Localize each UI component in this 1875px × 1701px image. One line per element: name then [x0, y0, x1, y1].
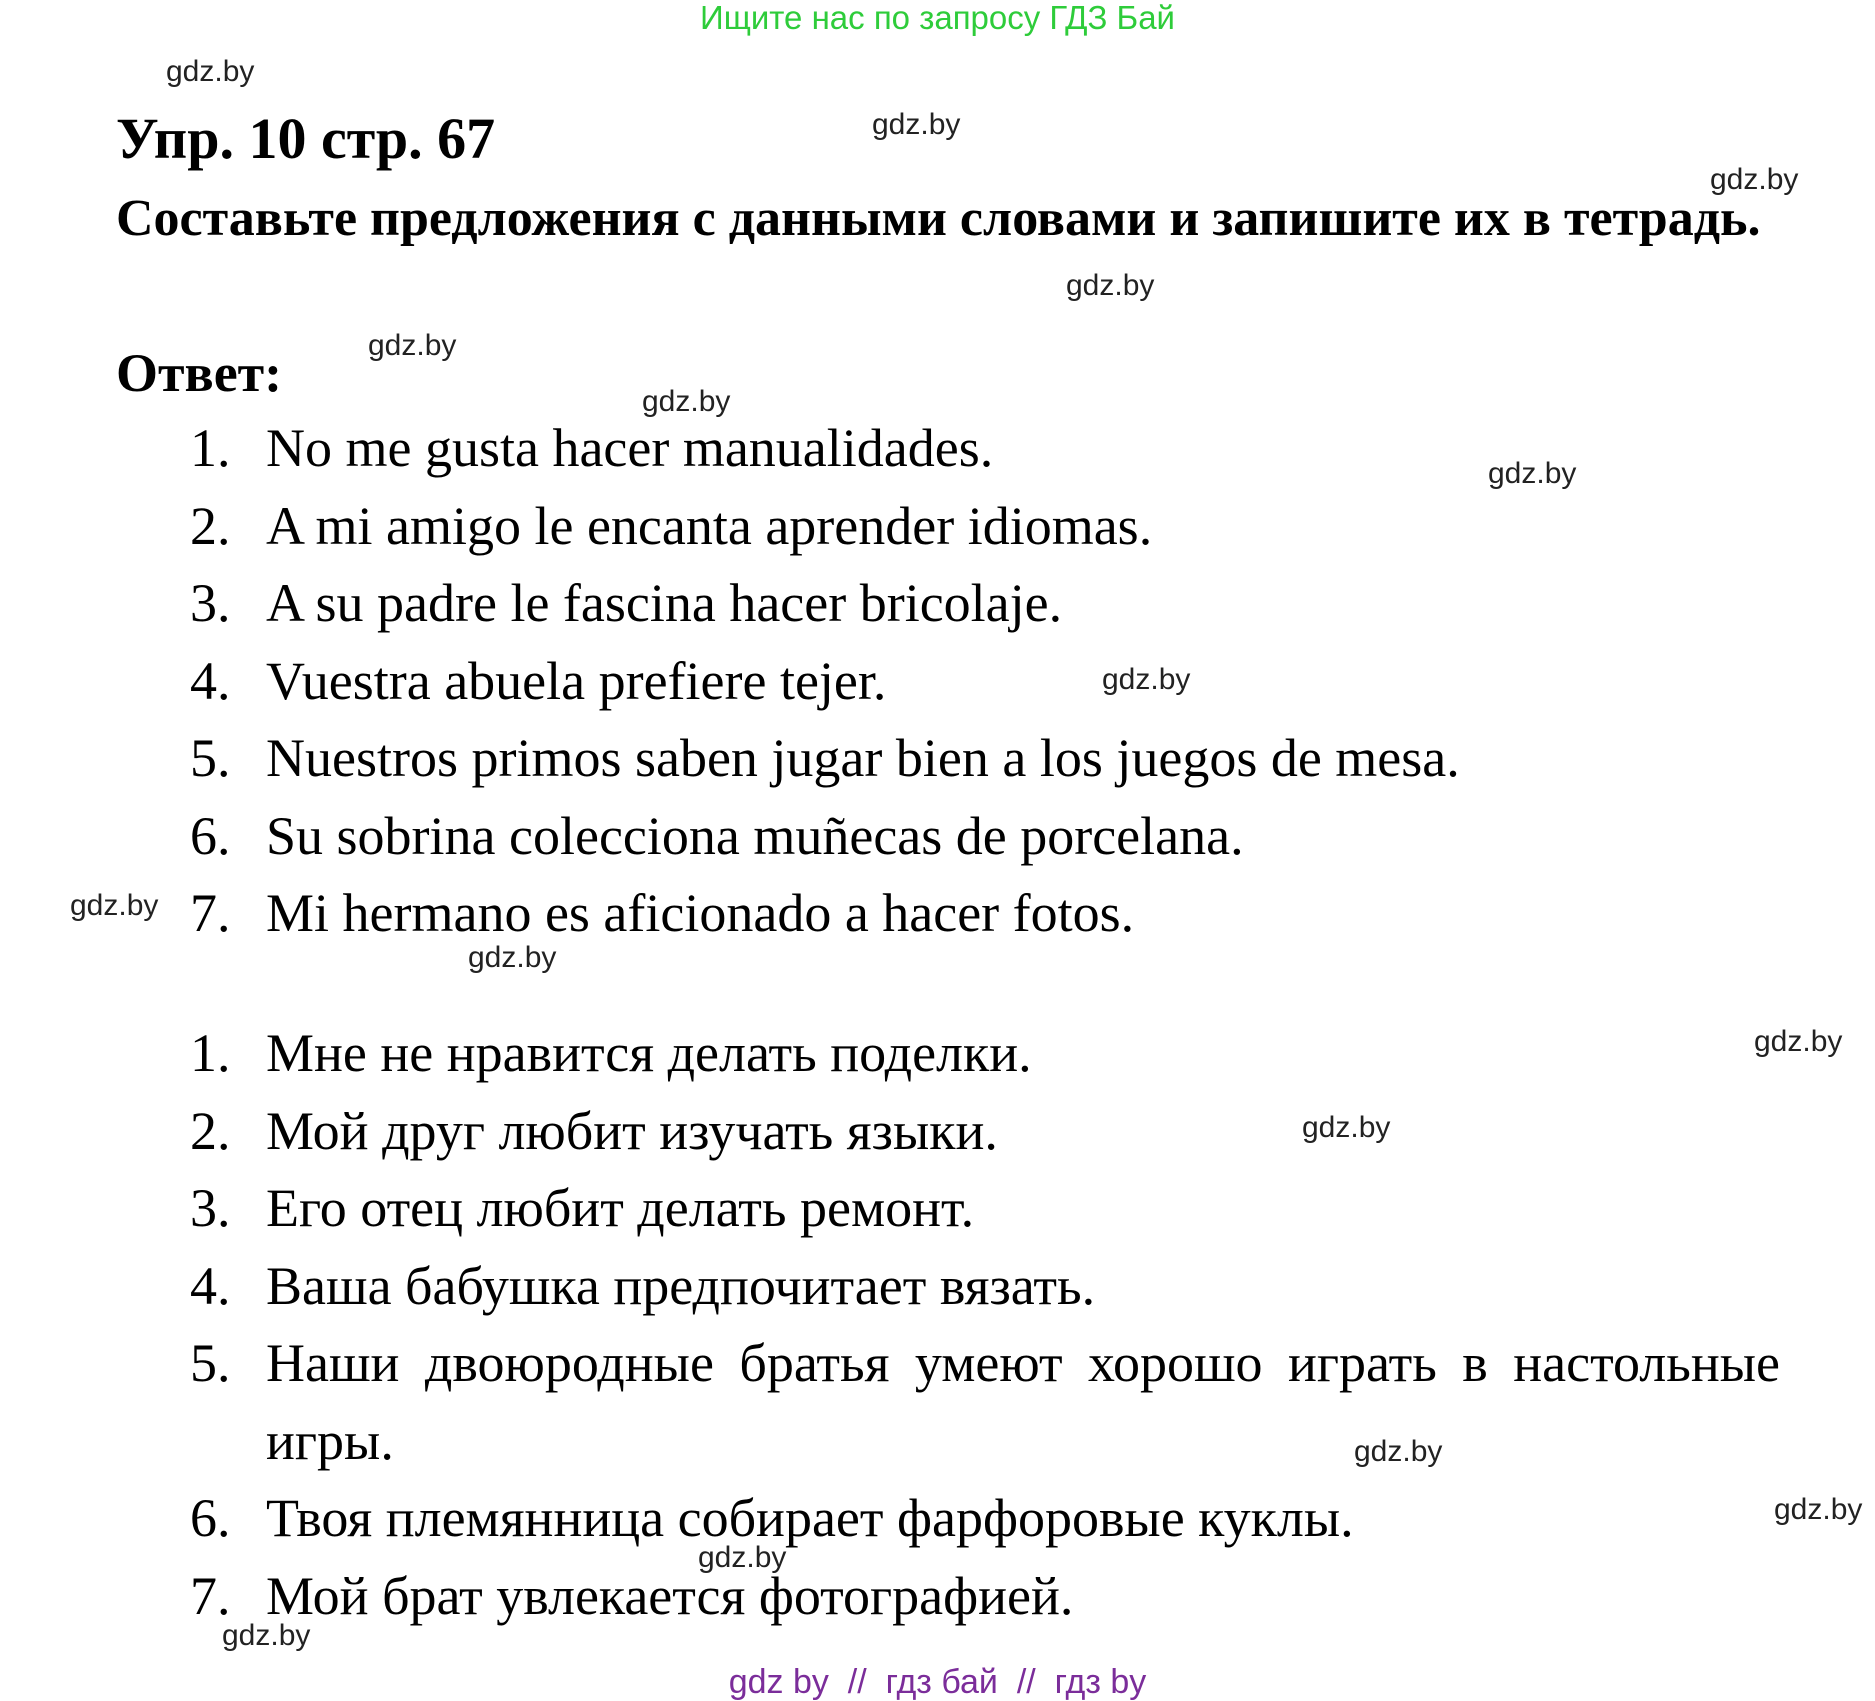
exercise-title: Упр. 10 стр. 67: [116, 106, 496, 171]
watermark: gdz.by: [222, 1619, 311, 1652]
russian-sentence-2: [190, 1093, 1780, 1171]
item-number: 5.: [190, 1333, 231, 1393]
sentence-text: Мой брат увлекается фотографией.: [266, 1565, 1074, 1626]
item-number: 7.: [190, 1565, 231, 1626]
sentence-text: Твоя племянница собирает фарфоровые куклы.: [266, 1488, 1354, 1548]
watermark: gdz.by: [368, 329, 457, 362]
item-number: 2.: [190, 1100, 231, 1161]
sentence-text: Nuestros primos saben jugar bien a los juegos de mesa.: [266, 728, 1460, 788]
russian-sentence-1: [190, 1015, 1780, 1093]
watermark: gdz.by: [468, 941, 557, 974]
sentence-text: No me gusta hacer manualidades.: [266, 418, 994, 478]
watermark: gdz.by: [642, 385, 731, 418]
top-banner: Ищите нас по запросу ГДЗ Бай: [700, 0, 1175, 36]
item-number: 6.: [190, 1488, 231, 1548]
watermark: gdz.by: [1710, 163, 1799, 196]
item-number: 1.: [190, 1023, 231, 1083]
russian-sentence-4: [190, 1248, 1780, 1326]
item-number: 7.: [190, 883, 231, 943]
watermark: gdz.by: [1302, 1111, 1391, 1144]
item-number: 4.: [190, 650, 231, 711]
item-number: 1.: [190, 418, 231, 478]
task-instruction: Составьте предложения с данными словами и запишите их в тетрадь.: [116, 190, 1761, 247]
spanish-sentence-2: [190, 488, 1780, 566]
answer-label: Ответ:: [116, 343, 283, 403]
spanish-sentence-3: [190, 565, 1780, 643]
sentence-text: Mi hermano es aficionado a hacer fotos.: [266, 883, 1135, 943]
sentence-text: Vuestra abuela prefiere tejer.: [266, 650, 887, 711]
sentence-text: Мне не нравится делать поделки.: [266, 1023, 1032, 1083]
russian-sentence-5: [190, 1325, 1780, 1480]
sentence-text: A mi amigo le encanta aprender idiomas.: [266, 495, 1153, 556]
sentence-text: Наши двоюродные братья умеют хорошо играть в настольные игры.: [266, 1333, 1780, 1471]
spanish-sentence-list: [190, 410, 1780, 953]
watermark: gdz.by: [1102, 663, 1191, 696]
watermark: gdz.by: [698, 1541, 787, 1574]
watermark: gdz.by: [872, 108, 961, 141]
item-number: 3.: [190, 1178, 231, 1238]
footer-links: gdz by // гдз бай // гдз by: [728, 1663, 1147, 1701]
item-number: 2.: [190, 495, 231, 556]
spanish-sentence-6: [190, 798, 1780, 876]
item-number: 3.: [190, 573, 231, 633]
spanish-sentence-4: [190, 643, 1780, 721]
russian-sentence-list: [190, 1015, 1780, 1635]
item-number: 4.: [190, 1255, 231, 1316]
russian-sentence-6: [190, 1480, 1780, 1558]
watermark: gdz.by: [1754, 1025, 1843, 1058]
watermark: gdz.by: [1066, 269, 1155, 302]
watermark: gdz.by: [1774, 1493, 1863, 1526]
russian-sentence-7: [190, 1558, 1780, 1636]
sentence-text: Его отец любит делать ремонт.: [266, 1178, 975, 1238]
russian-sentence-3: [190, 1170, 1780, 1248]
spanish-sentence-5: [190, 720, 1780, 798]
watermark: gdz.by: [166, 55, 255, 88]
sentence-text: Ваша бабушка предпочитает вязать.: [266, 1255, 1096, 1316]
item-number: 5.: [190, 728, 231, 788]
spanish-sentence-7: [190, 875, 1780, 953]
sentence-text: A su padre le fascina hacer bricolaje.: [266, 573, 1063, 633]
watermark: gdz.by: [1354, 1435, 1443, 1468]
watermark: gdz.by: [70, 889, 159, 922]
sentence-text: Мой друг любит изучать языки.: [266, 1100, 998, 1161]
sentence-text: Su sobrina colecciona muñecas de porcelana.: [266, 805, 1244, 866]
item-number: 6.: [190, 805, 231, 866]
watermark: gdz.by: [1488, 457, 1577, 490]
